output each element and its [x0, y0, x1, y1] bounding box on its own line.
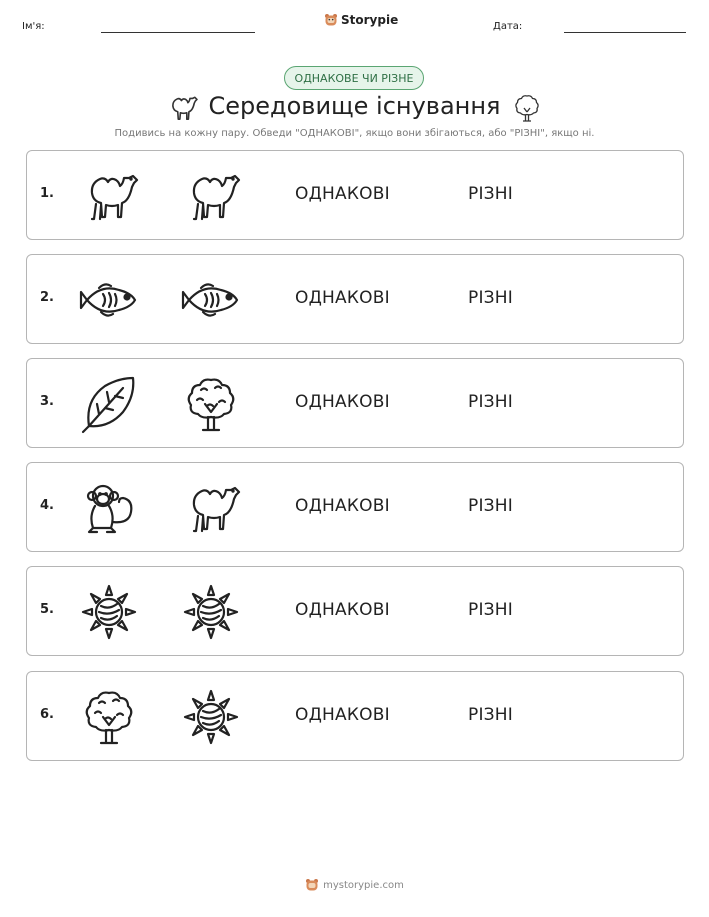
- storypie-bear-icon: [305, 878, 319, 892]
- instructions-text: Подивись на кожну пару. Обведи "ОДНАКОВІ", якщо вони збігаються, або "РІЗНІ", якщо ні.: [114, 128, 595, 139]
- footer-url[interactable]: mystorypie.com: [323, 879, 404, 891]
- different-option[interactable]: РІЗНІ: [468, 496, 513, 516]
- question-number: 3.: [40, 394, 54, 409]
- question-number: 4.: [40, 498, 54, 513]
- tree-icon: [181, 374, 241, 434]
- monkey-icon: [79, 478, 139, 538]
- camel-icon: [181, 166, 241, 226]
- question-number: 1.: [40, 186, 54, 201]
- brand-name: Storypie: [341, 13, 399, 27]
- question-row: [26, 462, 684, 552]
- tree-icon: [79, 687, 139, 747]
- different-option[interactable]: РІЗНІ: [468, 184, 513, 204]
- same-option[interactable]: ОДНАКОВІ: [295, 600, 390, 620]
- date-label: Дата:: [493, 21, 523, 32]
- question-number: 6.: [40, 707, 54, 722]
- leaf-icon: [79, 374, 139, 434]
- storypie-bear-icon: [324, 13, 338, 27]
- same-option[interactable]: ОДНАКОВІ: [295, 288, 390, 308]
- different-option[interactable]: РІЗНІ: [468, 392, 513, 412]
- same-option[interactable]: ОДНАКОВІ: [295, 496, 390, 516]
- fish-icon: [79, 270, 139, 330]
- different-option[interactable]: РІЗНІ: [468, 705, 513, 725]
- sun-icon: [181, 687, 241, 747]
- question-number: 2.: [40, 290, 54, 305]
- title-tree-icon: [512, 92, 542, 124]
- question-number: 5.: [40, 602, 54, 617]
- page-title: Середовище існування: [208, 92, 501, 120]
- question-row: [26, 150, 684, 240]
- question-row: [26, 566, 684, 656]
- name-line[interactable]: [101, 32, 255, 33]
- same-option[interactable]: ОДНАКОВІ: [295, 705, 390, 725]
- worksheet-type-badge: ОДНАКОВЕ ЧИ РІЗНЕ: [284, 66, 424, 90]
- different-option[interactable]: РІЗНІ: [468, 288, 513, 308]
- camel-icon: [181, 478, 241, 538]
- footer: [0, 878, 709, 892]
- camel-icon: [79, 166, 139, 226]
- name-label: Ім'я:: [22, 21, 45, 32]
- sun-icon: [79, 582, 139, 642]
- question-row: [26, 671, 684, 761]
- date-line[interactable]: [564, 32, 686, 33]
- question-row: [26, 254, 684, 344]
- different-option[interactable]: РІЗНІ: [468, 600, 513, 620]
- same-option[interactable]: ОДНАКОВІ: [295, 392, 390, 412]
- same-option[interactable]: ОДНАКОВІ: [295, 184, 390, 204]
- fish-icon: [181, 270, 241, 330]
- question-row: [26, 358, 684, 448]
- brand-logo: [324, 13, 398, 27]
- sun-icon: [181, 582, 241, 642]
